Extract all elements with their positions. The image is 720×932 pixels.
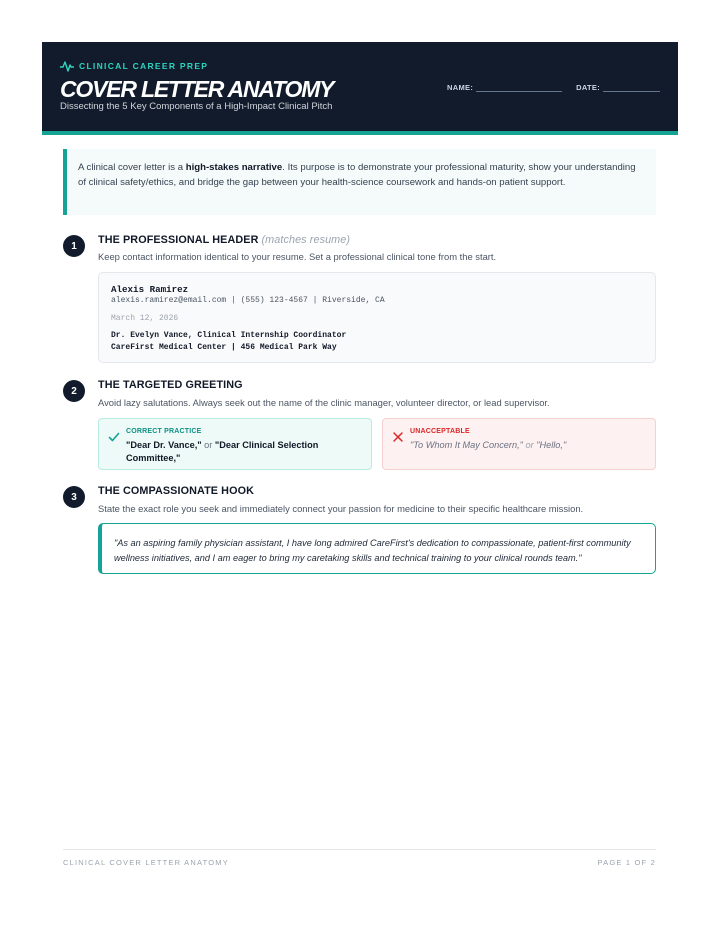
name-label: NAME: [447,83,474,92]
step-description-1: Keep contact information identical to your resume. Set a professional clinical tone from the start. [98,251,497,262]
date-label: DATE: [576,83,600,92]
step-title-1-note: (matches resume) [261,234,351,246]
intro-text-after: . Its purpose is to demonstrate your professional maturity, show your understanding of clinical safety/ethics, and bridge the gap between your health-science coursework and hands-on patient support. [78,162,636,188]
unacceptable-text [410,439,648,452]
unacceptable-option-1: "To Whom It May Concern," [410,440,523,450]
step-title-1-text: THE PROFESSIONAL HEADER [98,234,259,246]
step-number-1: 1 [63,235,85,257]
step-number-2: 2 [63,380,85,402]
unacceptable-separator: or [522,440,537,450]
letter-date: March 12, 2026 [111,314,179,323]
footer-title: CLINICAL COVER LETTER ANATOMY [63,858,229,867]
correct-practice-text [126,439,364,465]
footer-divider [63,849,656,850]
pulse-icon [60,60,74,72]
correct-separator: or [201,440,215,450]
date-line[interactable] [603,84,660,92]
intro-text-before: A clinical cover letter is a [78,162,186,173]
page-subtitle: Dissecting the 5 Key Components of a High-Impact Clinical Pitch [60,101,333,112]
header-band [42,42,678,135]
step-title-3: THE COMPASSIONATE HOOK [98,485,254,497]
unacceptable-option-2: "Hello," [536,440,567,450]
page-number: PAGE 1 OF 2 [597,858,656,867]
step-title-1 [98,234,350,246]
correct-option-2: "Dear Clinical Selection Committee," [126,440,319,463]
step-title-2: THE TARGETED GREETING [98,379,243,391]
step-number-3: 3 [63,486,85,508]
name-field[interactable] [447,83,562,92]
brand-label: CLINICAL CAREER PREP [79,61,209,71]
correct-practice-card [98,418,372,470]
name-line[interactable] [476,84,562,92]
intro-emphasis: high-stakes narrative [185,162,283,173]
intro-callout [63,149,656,215]
name-date-fields [433,83,660,92]
step-description-2: Avoid lazy salutations. Always seek out the name of the clinic manager, volunteer director, or lead supervisor. [98,397,550,408]
letter-header-example [98,272,656,363]
hook-example-quote: "As an aspiring family physician assistant, I have long admired CareFirst's dedication to compassionate, patient-first community wellness initiatives, and I am eager to bring my caretaking skills and technical training to your clinical rounds team." [98,523,656,574]
check-icon [108,430,120,442]
unacceptable-label: UNACCEPTABLE [410,428,470,435]
recipient-line-1: Dr. Evelyn Vance, Clinical Internship Coordinator [111,331,347,340]
close-icon [392,430,404,442]
date-field[interactable] [576,83,660,92]
unacceptable-card [382,418,656,470]
page-title: COVER LETTER ANATOMY [60,76,334,102]
step-description-3: State the exact role you seek and immediately connect your passion for medicine to their specific healthcare mission. [98,503,584,514]
sender-contact: alexis.ramirez@email.com | (555) 123-4567 | Riverside, CA [111,296,385,305]
recipient-line-2: CareFirst Medical Center | 456 Medical Park Way [111,343,337,352]
brand [60,60,208,72]
correct-option-1: "Dear Dr. Vance," [126,440,202,450]
correct-practice-label: CORRECT PRACTICE [126,428,202,435]
sender-name: Alexis Ramirez [111,284,189,295]
